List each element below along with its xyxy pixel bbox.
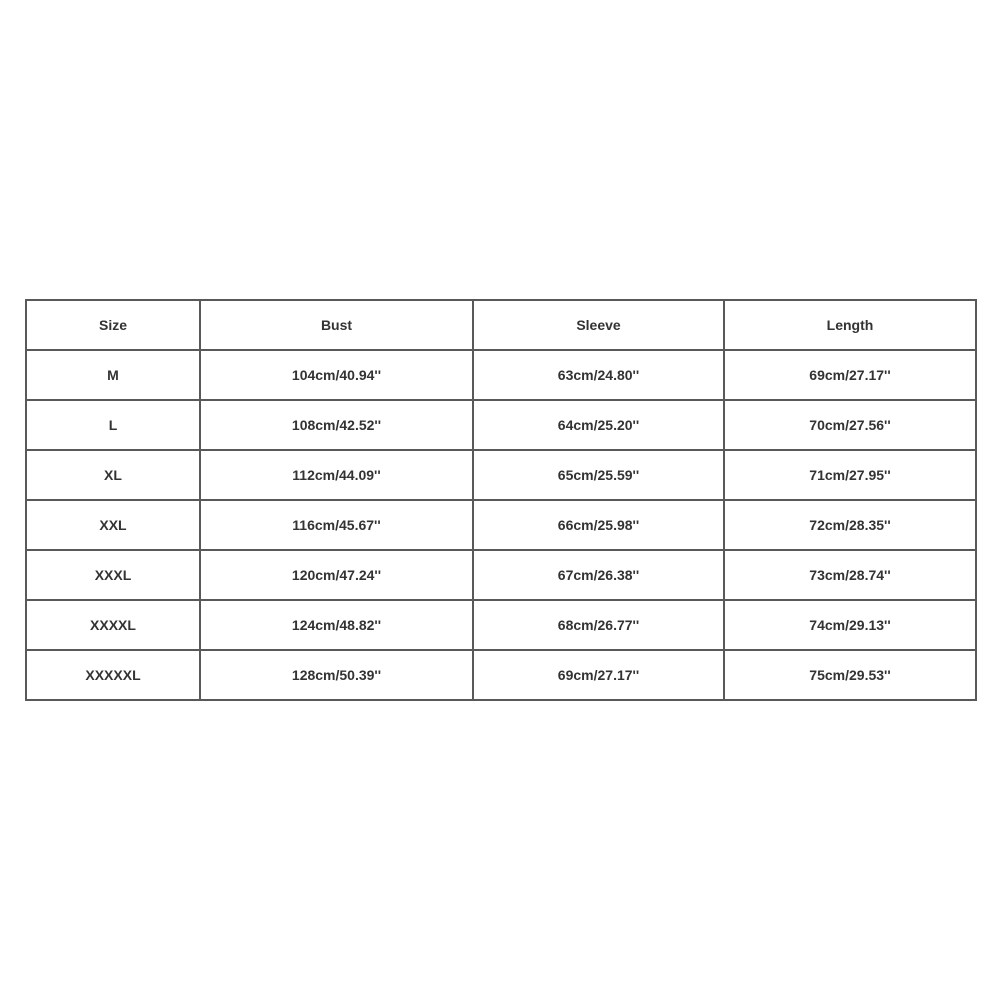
cell-sleeve: 69cm/27.17'' [473, 650, 724, 700]
cell-length: 69cm/27.17'' [724, 350, 976, 400]
cell-length: 71cm/27.95'' [724, 450, 976, 500]
cell-sleeve: 65cm/25.59'' [473, 450, 724, 500]
cell-length: 70cm/27.56'' [724, 400, 976, 450]
cell-bust: 128cm/50.39'' [200, 650, 473, 700]
cell-sleeve: 67cm/26.38'' [473, 550, 724, 600]
cell-length: 72cm/28.35'' [724, 500, 976, 550]
table-row [26, 550, 976, 600]
header-length: Length [724, 300, 976, 350]
header-size: Size [26, 300, 200, 350]
cell-bust: 112cm/44.09'' [200, 450, 473, 500]
cell-size: XXL [26, 500, 200, 550]
cell-bust: 124cm/48.82'' [200, 600, 473, 650]
cell-sleeve: 66cm/25.98'' [473, 500, 724, 550]
cell-sleeve: 63cm/24.80'' [473, 350, 724, 400]
cell-size: M [26, 350, 200, 400]
size-chart-table [25, 299, 977, 701]
cell-length: 74cm/29.13'' [724, 600, 976, 650]
cell-size: XXXXL [26, 600, 200, 650]
cell-size: XL [26, 450, 200, 500]
cell-length: 73cm/28.74'' [724, 550, 976, 600]
table-row [26, 350, 976, 400]
header-bust: Bust [200, 300, 473, 350]
cell-sleeve: 64cm/25.20'' [473, 400, 724, 450]
table-row [26, 450, 976, 500]
cell-bust: 120cm/47.24'' [200, 550, 473, 600]
cell-size: L [26, 400, 200, 450]
cell-size: XXXXXL [26, 650, 200, 700]
header-sleeve: Sleeve [473, 300, 724, 350]
cell-length: 75cm/29.53'' [724, 650, 976, 700]
table-header-row [26, 300, 976, 350]
table-row [26, 400, 976, 450]
cell-bust: 108cm/42.52'' [200, 400, 473, 450]
table-row [26, 650, 976, 700]
cell-bust: 104cm/40.94'' [200, 350, 473, 400]
cell-bust: 116cm/45.67'' [200, 500, 473, 550]
table-row [26, 600, 976, 650]
table-row [26, 500, 976, 550]
cell-sleeve: 68cm/26.77'' [473, 600, 724, 650]
cell-size: XXXL [26, 550, 200, 600]
